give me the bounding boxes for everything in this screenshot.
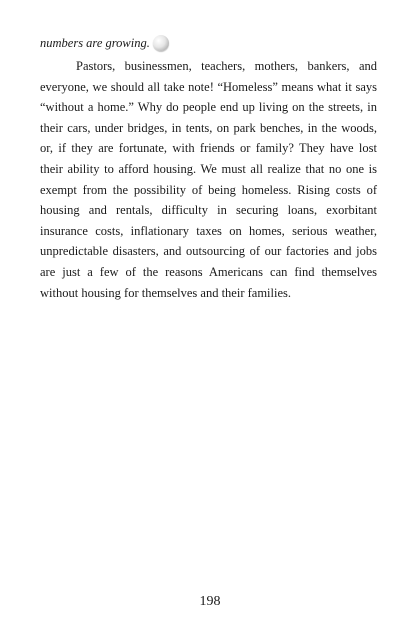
body-paragraph: Pastors, businessmen, teachers, mothers, bankers, and everyone, we should all take note! “Homeless” means what it says “without a home.” Why do people end up living on the streets, in their cars, under bridges, in tents, on park benches, in the woods, or, if they are fortunate, with friends or family? They have lost their ability to afford housing. We must all realize that no one is exempt from the possibility of being homeless. Rising costs of housing and rentals, difficulty in securing loans, exorbitant insurance costs, inflationary taxes on homes, serious weather, unpredictable disasters, and outsourcing of our factories and jobs are just a few of the reasons Americans can find themselves without housing for themselves and their families. [40,59,377,300]
lead-line [40,34,169,52]
pearl-icon [153,35,169,51]
page-number: 198 [199,594,221,609]
lead-line-text: numbers are growing. [40,36,150,50]
